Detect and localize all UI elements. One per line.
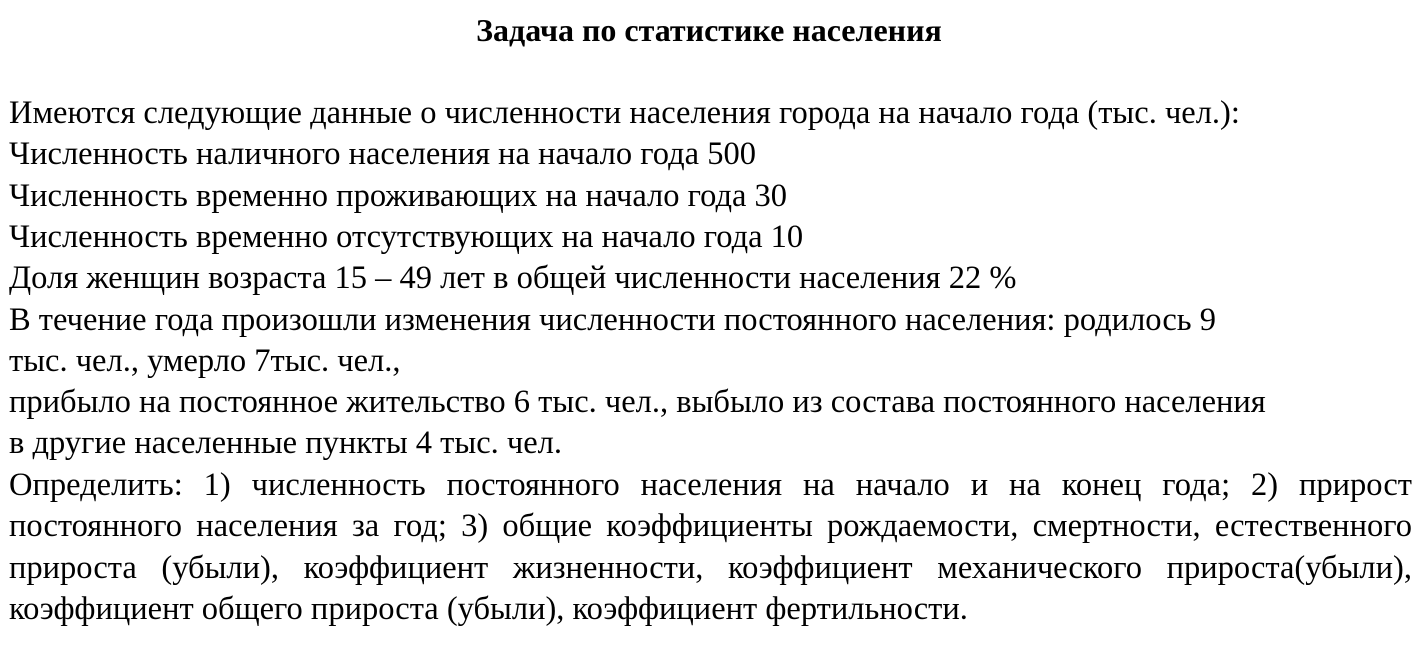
text-line-present-population: Численность наличного населения на начало года 500 [9,136,756,172]
task-paragraph: Определить: 1) численность постоянного населения на начало и на конец года; 2) прирост постоянного населения за год; 3) общие коэффициенты рождаемости, смертности, естественного прироста (убыли), коэффициент жизненности, коэффициент механического прироста(убыли), коэффициент общего прироста (убыли), коэффициент фертильности. [9,467,1412,627]
text-line-women-share: Доля женщин возраста 15 – 49 лет в общей численности населения 22 % [9,260,1017,296]
text-line-departures: в другие населенные пункты 4 тыс. чел. [9,425,562,461]
text-line-changes: В течение года произошли изменения численности постоянного населения: родилось 9 [9,302,1216,338]
text-line-arrivals: прибыло на постоянное жительство 6 тыс. чел., выбыло из состава постоянного населения [9,384,1266,420]
text-line-births-deaths: тыс. чел., умерло 7тыс. чел., [9,343,401,379]
text-line-temporary-absent: Численность временно отсутствующих на начало года 10 [9,219,804,255]
text-line-temporary-residents: Численность временно проживающих на начало года 30 [9,178,788,214]
text-line-intro: Имеются следующие данные о численности населения города на начало года (тыс. чел.): [9,95,1240,131]
document-title: Задача по статистике населения [476,12,942,48]
